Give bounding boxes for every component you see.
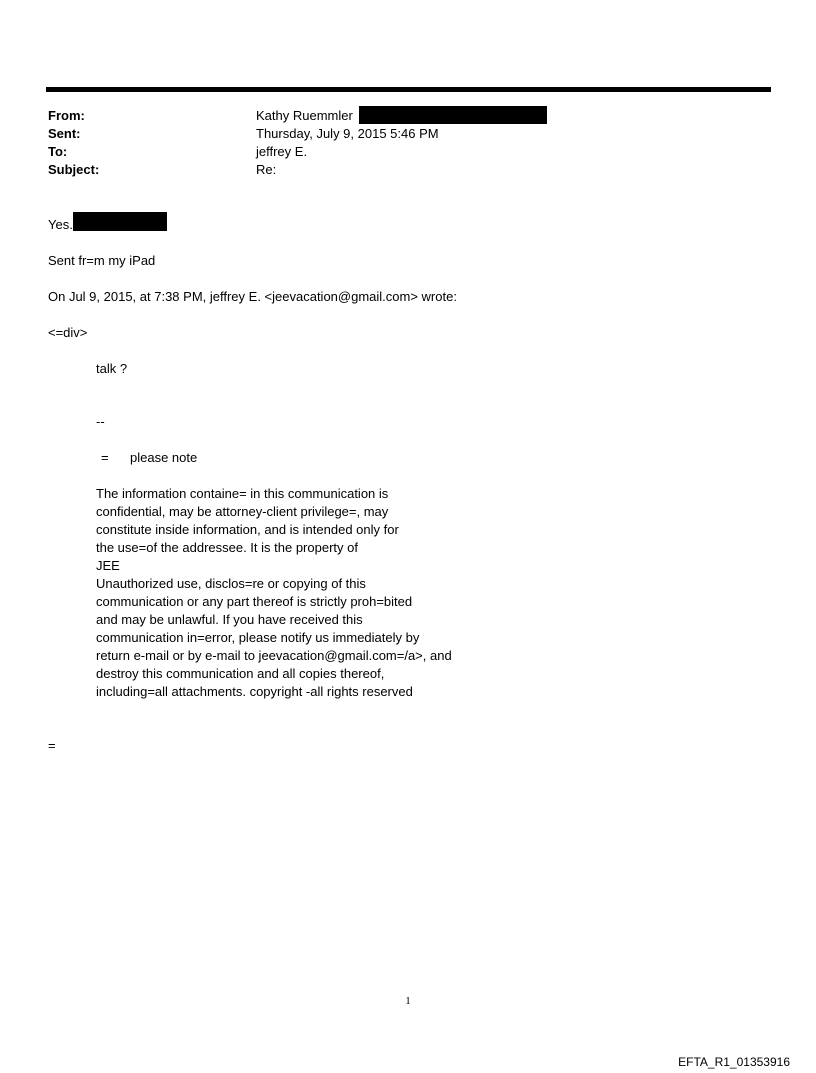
disclaimer-line: return e-mail or by e-mail to jeevacation@gmail.com=/a>, and (96, 648, 452, 663)
disclaimer-line: Unauthorized use, disclos=re or copying of this (96, 576, 366, 591)
page-number: 1 (405, 995, 411, 1007)
from-label: From: (48, 108, 85, 123)
separator: -- (96, 414, 105, 429)
quoted-message: talk ? (96, 361, 128, 376)
disclaimer-line: JEE (96, 558, 120, 573)
disclaimer-line: destroy this communication and all copies thereof, (96, 666, 385, 681)
subject-value: Re: (256, 162, 277, 177)
bates-number: EFTA_R1_01353916 (678, 1055, 790, 1069)
note-label: please note (130, 450, 198, 465)
sent-value: Thursday, July 9, 2015 5:46 PM (256, 126, 439, 141)
disclaimer-line: communication or any part thereof is strictly proh=bited (96, 594, 413, 609)
quote-intro: On Jul 9, 2015, at 7:38 PM, jeffrey E. <jeevacation@gmail.com> wrote: (48, 289, 457, 304)
disclaimer-line: The information containe= in this communication is (96, 486, 389, 501)
div-tag-text: <=div> (48, 325, 88, 340)
disclaimer-line: and may be unlawful. If you have received this (96, 612, 363, 627)
disclaimer-line: the use=of the addressee. It is the property of (96, 540, 358, 555)
note-eq: = (101, 450, 109, 465)
to-value: jeffrey E. (256, 144, 308, 159)
disclaimer-line: communication in=error, please notify us immediately by (96, 630, 420, 645)
disclaimer-line: including=all attachments. copyright -all rights reserved (96, 684, 413, 699)
header-rule (46, 87, 771, 92)
disclaimer-line: constitute inside information, and is intended only for (96, 522, 399, 537)
redaction-reply (73, 212, 167, 231)
reply-text: Yes. (48, 217, 73, 232)
from-value: Kathy Ruemmler (256, 108, 353, 123)
signature-line: Sent fr=m my iPad (48, 253, 156, 268)
redaction-sender-email (359, 106, 547, 124)
sent-label: Sent: (48, 126, 81, 141)
to-label: To: (48, 144, 68, 159)
trailing-eq: = (48, 738, 56, 753)
disclaimer-line: confidential, may be attorney-client privilege=, may (96, 504, 389, 519)
subject-label: Subject: (48, 162, 100, 177)
